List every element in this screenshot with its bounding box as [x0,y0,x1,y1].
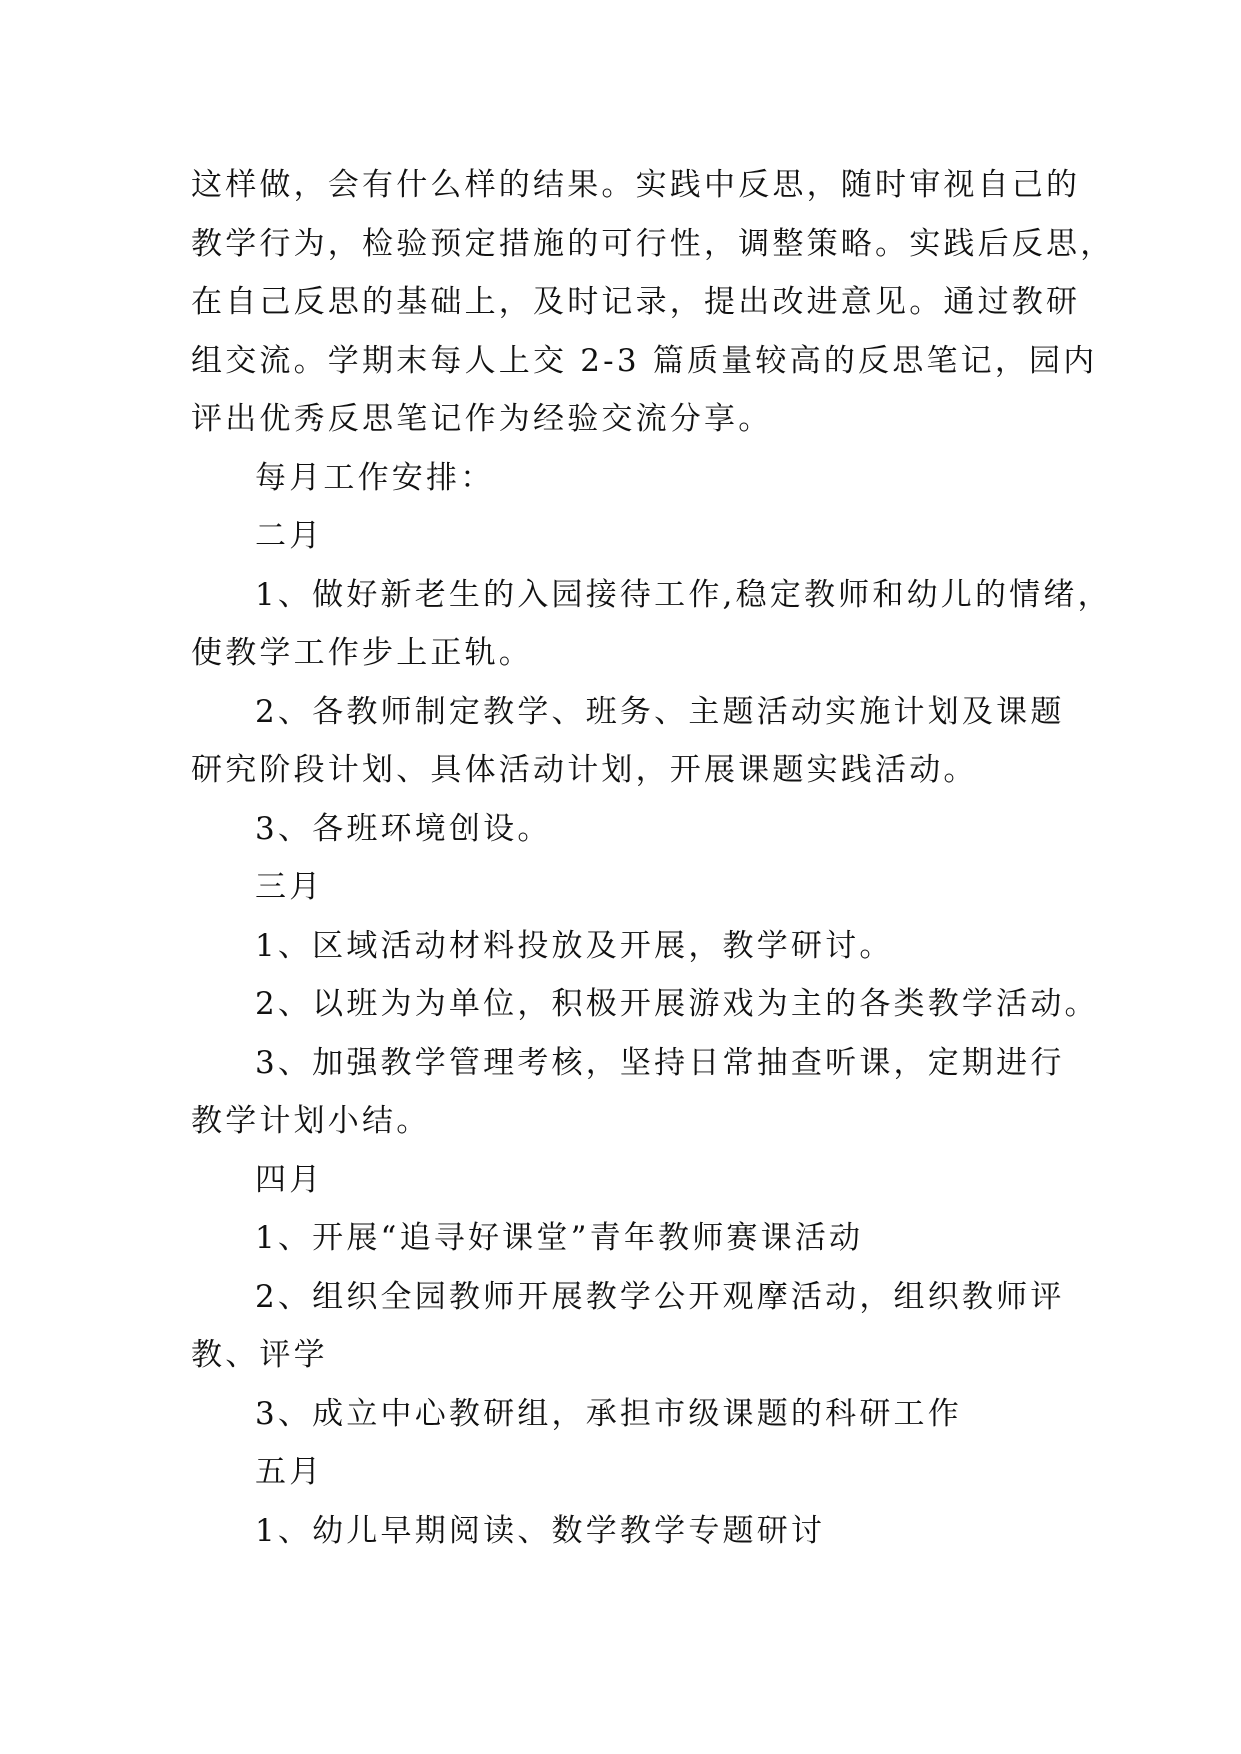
list-item: 3、各班环境创设。 [255,810,552,847]
list-item-continuation: 教、评学 [191,1337,328,1373]
list-item-continuation: 使教学工作步上正轨。 [191,635,533,671]
month-heading: 三月 [255,869,324,905]
list-item: 2、各教师制定教学、班务、主题活动实施计划及课题 [255,693,1065,730]
list-item: 2、以班为为单位，积极开展游戏为主的各类教学活动。 [255,986,1099,1022]
paragraph-line: 评出优秀反思笔记作为经验交流分享。 [191,401,773,437]
list-item: 1、开展“追寻好课堂”青年教师赛课活动 [255,1220,864,1256]
paragraph-line: 教学行为，检验预定措施的可行性，调整策略。实践后反思， [191,225,1115,262]
list-item-continuation: 教学计划小结。 [191,1103,431,1139]
list-item: 3、加强教学管理考核，坚持日常抽查听课，定期进行 [255,1044,1065,1081]
list-item: 1、区域活动材料投放及开展，教学研讨。 [255,927,894,964]
list-item: 3、成立中心教研组，承担市级课题的科研工作 [255,1395,962,1432]
paragraph-line: 这样做，会有什么样的结果。实践中反思，随时审视自己的 [191,167,1081,203]
list-item: 1、做好新老生的入园接待工作,稳定教师和幼儿的情绪， [255,576,1112,613]
list-item: 1、幼儿早期阅读、数学教学专题研讨 [255,1512,826,1549]
list-item: 2、组织全园教师开展教学公开观摩活动，组织教师评 [255,1278,1065,1315]
paragraph-line: 组交流。学期末每人上交 2-3 篇质量较高的反思笔记，园内 [191,342,1098,379]
list-item-continuation: 研究阶段计划、具体活动计划，开展课题实践活动。 [191,752,978,788]
paragraph-line: 在自己反思的基础上，及时记录，提出改进意见。通过教研 [191,284,1081,320]
month-heading: 二月 [255,518,324,554]
month-heading: 四月 [255,1161,324,1198]
document-body [191,156,1115,1560]
section-heading: 每月工作安排： [255,459,495,496]
month-heading: 五月 [255,1454,324,1490]
